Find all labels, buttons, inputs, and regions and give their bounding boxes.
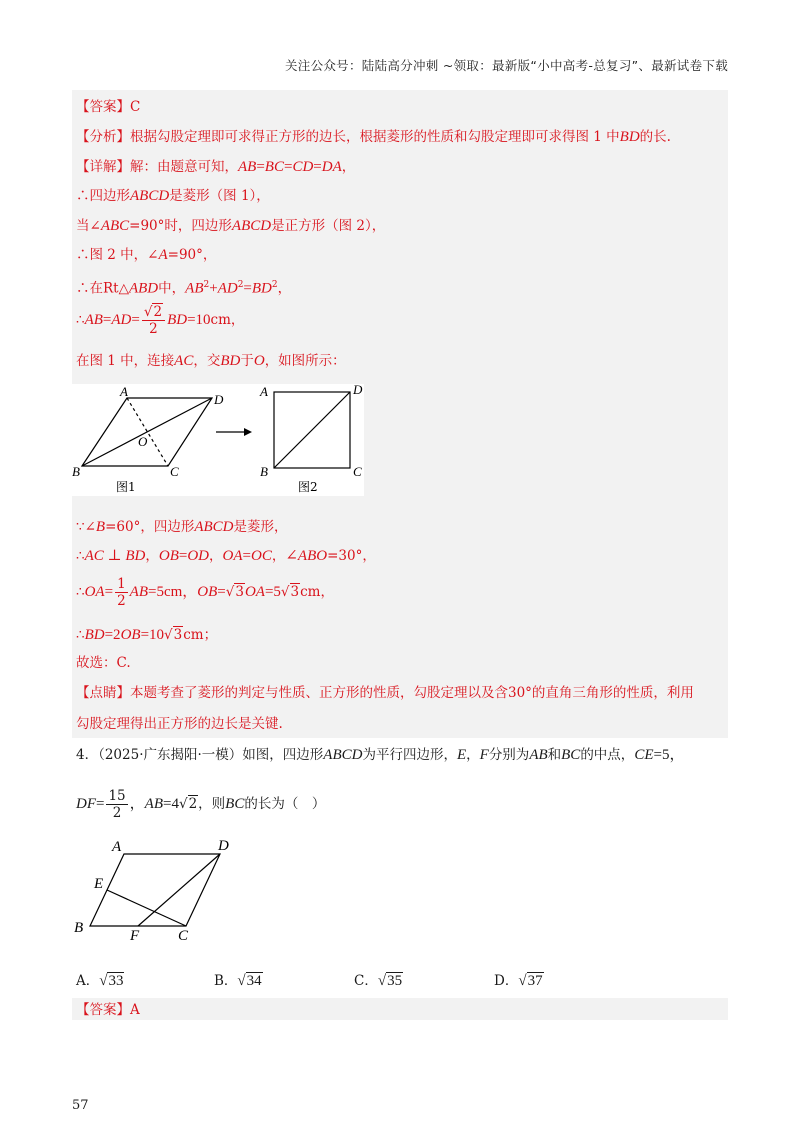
arrow-head [244, 428, 252, 436]
fig1-caption: 图1 [116, 480, 136, 494]
answer2-block [72, 998, 728, 1020]
comment-tag: 【点睛】 [76, 685, 130, 701]
fig3-label-a: A [112, 839, 122, 855]
fig3-label-e: E [94, 876, 104, 892]
math-abcd: ABCD [130, 188, 170, 204]
line-perp: ∴AC ⊥ BD，OB=OD，OA=OC，∠ABO=30°， [76, 548, 376, 564]
fig3-label-c: C [178, 928, 189, 944]
answer2-line: 【答案】A [76, 1002, 140, 1018]
fig3-label-d: D [218, 838, 229, 854]
fig3-label-f: F [130, 928, 140, 944]
comment-text: 本题考查了菱形的判定与性质、正方形的性质，勾股定理以及含30°的直角三角形的性质，利用 [130, 685, 694, 701]
segment-df [138, 854, 220, 926]
diagonal-bd [82, 398, 212, 466]
analysis-tag: 【分析】 [76, 129, 130, 145]
fig3-label-b: B [74, 920, 84, 936]
detail-tag: 【详解】 [76, 159, 130, 175]
answer-value: C [130, 99, 141, 115]
fig2-label-b: B [260, 464, 268, 479]
square-diagonal [274, 392, 350, 468]
line-pythag: ∴在Rt△ABD中，$AB^2+AD^2=BD^2$， [76, 280, 292, 297]
fig2-label-a: A [260, 384, 268, 399]
figure-rhombus-square [72, 384, 364, 496]
line-rhombus: ∴四边形ABCD是菱形（图 1）， [76, 188, 270, 204]
option-d[interactable]: D．√37 [494, 973, 543, 989]
detail-line: 【详解】解：由题意可知，AB=BC=CD=DA， [76, 159, 356, 175]
line-square: 当∠ABC=90°时，四边形ABCD是正方形（图 2）， [76, 218, 386, 234]
question-number: 4． [76, 747, 99, 763]
figure-svg [72, 384, 364, 496]
line-connect: 在图 1 中，连接AC，交BD于O，如图所示： [76, 353, 346, 369]
detail-text: 解：由题意可知， [130, 159, 238, 175]
analysis-text: 根据勾股定理即可求得正方形的边长，根据菱形的性质和勾股定理即可求得图 1 中 [130, 129, 620, 145]
page-number: 57 [72, 1098, 89, 1113]
answer-line [76, 98, 140, 116]
math-eq1: AB [238, 159, 257, 175]
line-bd: ∴BD=2OB=10√3cm； [76, 627, 218, 643]
question-line-2: DF= $\frac{15}{2}$ ，AB=4√2，则BC的长为（ ） [76, 788, 326, 821]
figure-parallelogram [72, 836, 252, 946]
question-line-1: 4．（2025·广东揭阳·一模）如图，四边形ABCD为平行四边形，E，F分别为AB和BC的中点，CE=5， [76, 747, 685, 763]
fig2-label-d: D [353, 384, 363, 397]
line-oa: ∴OA= $\frac{1}{2}$ AB=5cm，OB=√3OA=5√3cm， [76, 576, 334, 609]
option-a[interactable]: A．√33 [76, 973, 124, 989]
answer-tag: 【答案】 [76, 99, 130, 115]
fig1-label-o: O [138, 434, 148, 449]
comment-line-2: 勾股定理得出正方形的边长是关键. [76, 716, 283, 732]
options-row [76, 972, 544, 990]
fig1-label-a: A [120, 384, 128, 399]
fig1-label-b: B [72, 464, 80, 479]
fig2-caption: 图2 [298, 480, 318, 494]
parallelogram-shape [90, 854, 220, 926]
option-c[interactable]: C．√35 [354, 973, 403, 989]
analysis-end: 的长. [639, 129, 671, 145]
fig1-label-d: D [214, 392, 224, 407]
choose-line: 故选：C. [76, 655, 131, 671]
line-fig2: ∴图 2 中，∠A=90°， [76, 247, 217, 263]
segment-ce [107, 890, 186, 926]
option-b[interactable]: B．√34 [214, 973, 262, 989]
page-header: 关注公众号：陆陆高分冲刺 ~领取：最新版“小中高考-总复习”、最新试卷下载 [284, 58, 728, 73]
analysis-line [76, 128, 671, 146]
line-angle60: ∵∠B=60°，四边形ABCD是菱形， [76, 519, 288, 535]
line-ab-ad: ∴AB=AD= $\frac{√2}{2}$ BD=10cm， [76, 304, 245, 337]
question-source: （2025·广东揭阳·一模）如图，四边形 [98, 747, 324, 763]
math-bd: BD [619, 129, 640, 145]
fig2-label-c: C [353, 464, 362, 479]
comment-line [76, 684, 694, 702]
fig1-label-c: C [170, 464, 179, 479]
